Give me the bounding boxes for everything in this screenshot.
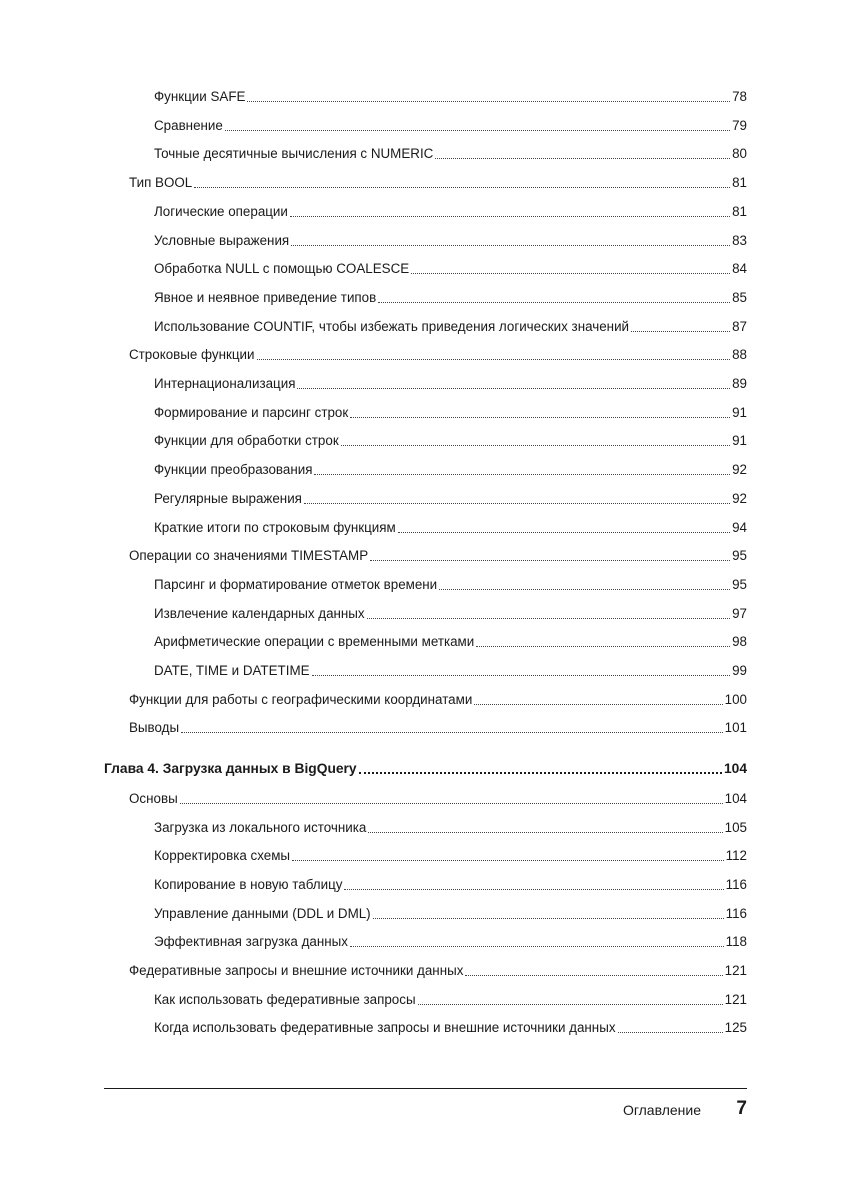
toc-entry bbox=[154, 662, 747, 680]
toc-dot-leader bbox=[180, 802, 723, 804]
toc-entry-page: 89 bbox=[732, 376, 747, 391]
toc-dot-leader bbox=[350, 945, 724, 947]
toc-dot-leader bbox=[312, 674, 731, 676]
toc-entry bbox=[154, 289, 747, 307]
toc-entry-page: 95 bbox=[732, 548, 747, 564]
toc-dot-leader bbox=[181, 731, 723, 733]
toc-entry-title: Федеративные запросы и внешние источники данных bbox=[129, 963, 464, 978]
toc-entry-title: Функции для работы с географическими координатами bbox=[129, 691, 473, 707]
toc-entry bbox=[129, 962, 747, 980]
toc-entry-title: Управление данными (DDL и DML) bbox=[154, 905, 371, 921]
toc-entry-page: 112 bbox=[725, 848, 747, 864]
toc-dot-leader bbox=[435, 157, 730, 159]
toc-dot-leader bbox=[474, 703, 722, 705]
toc-entry-title: Условные выражения bbox=[154, 232, 290, 248]
toc-entry-page: 116 bbox=[725, 876, 747, 892]
toc-entry bbox=[129, 691, 747, 709]
toc-entry-title: Интернационализация bbox=[154, 376, 296, 391]
toc-entry-page: 100 bbox=[724, 691, 747, 707]
toc-entry-page: 105 bbox=[724, 819, 747, 835]
toc-entry-page: 91 bbox=[732, 404, 747, 420]
toc-entry bbox=[154, 88, 747, 106]
toc-dot-leader bbox=[398, 531, 730, 533]
toc-entry-page: 91 bbox=[732, 433, 747, 449]
toc-dot-leader bbox=[368, 831, 722, 833]
toc-entry bbox=[154, 991, 747, 1009]
toc-entry-title: Арифметические операции с временными метками bbox=[154, 634, 475, 650]
toc-entry-page: 118 bbox=[725, 934, 747, 950]
toc-entry-page: 81 bbox=[732, 175, 747, 191]
footer-page-number: 7 bbox=[736, 1098, 747, 1119]
toc-dot-leader bbox=[631, 330, 730, 332]
toc-entry-title: Как использовать федеративные запросы bbox=[154, 991, 416, 1007]
toc-dot-leader bbox=[304, 502, 730, 504]
toc-entry bbox=[154, 260, 747, 278]
toc-entry-title: Операции со значениями TIMESTAMP bbox=[129, 548, 369, 564]
toc-entry bbox=[129, 790, 747, 808]
toc-dot-leader bbox=[439, 588, 730, 590]
toc-entry bbox=[154, 519, 747, 537]
toc-entry-page: 85 bbox=[732, 289, 747, 305]
toc-entry-title: Обработка NULL с помощью COALESCE bbox=[154, 261, 410, 277]
toc-dot-leader bbox=[344, 888, 723, 890]
footer-divider bbox=[104, 1088, 747, 1089]
toc-dot-leader bbox=[618, 1031, 723, 1033]
toc-entry-title: Регулярные выражения bbox=[154, 490, 302, 506]
toc-entry-page: 83 bbox=[732, 232, 747, 248]
toc-entry bbox=[129, 547, 747, 565]
toc-entry bbox=[154, 318, 747, 336]
toc-dot-leader bbox=[373, 917, 724, 919]
toc-entry-page: 78 bbox=[732, 89, 747, 104]
toc-entry bbox=[154, 145, 747, 163]
toc-dot-leader bbox=[367, 617, 730, 619]
toc-entry bbox=[154, 847, 747, 865]
toc-entry-page: 88 bbox=[732, 347, 747, 363]
toc-dot-leader bbox=[225, 129, 730, 131]
toc-entry bbox=[154, 905, 747, 923]
toc-dot-leader bbox=[314, 473, 730, 475]
toc-entry-page: 79 bbox=[732, 117, 747, 133]
toc-entry bbox=[154, 1019, 747, 1037]
toc-entry-title: Точные десятичные вычисления с NUMERIC bbox=[154, 146, 434, 162]
toc-entry-title: Парсинг и форматирование отметок времени bbox=[154, 576, 438, 592]
toc-chapter-entry bbox=[104, 760, 747, 778]
toc-entry-page: 125 bbox=[724, 1020, 747, 1036]
toc-entry-page: 87 bbox=[732, 318, 747, 334]
toc-entry-title: Когда использовать федеративные запросы и внешние источники данных bbox=[154, 1020, 616, 1036]
toc-entry-title: DATE, TIME и DATETIME bbox=[154, 663, 310, 678]
toc-entry-page: 104 bbox=[724, 790, 747, 806]
toc-entry-title: Основы bbox=[129, 790, 178, 806]
toc-dot-leader bbox=[350, 416, 730, 418]
toc-dot-leader bbox=[297, 387, 730, 389]
toc-entry bbox=[154, 605, 747, 623]
toc-entry-title: Функции преобразования bbox=[154, 462, 313, 478]
toc-entry-title: Функции SAFE bbox=[154, 89, 246, 104]
toc-entry-title: Строковые функции bbox=[129, 347, 255, 363]
toc-entry bbox=[154, 461, 747, 479]
toc-entry-page: 116 bbox=[725, 905, 747, 921]
toc-entry-page: 94 bbox=[732, 519, 747, 535]
toc-dot-leader bbox=[359, 771, 722, 774]
toc-entry-page: 81 bbox=[732, 203, 747, 219]
toc-dot-leader bbox=[290, 215, 730, 217]
toc-entry-title: Копирование в новую таблицу bbox=[154, 876, 343, 892]
toc-entry bbox=[154, 404, 747, 422]
toc-entry-title: Корректировка схемы bbox=[154, 848, 291, 864]
toc-entry-title: Использование COUNTIF, чтобы избежать приведения логических значений bbox=[154, 318, 630, 334]
toc-entry-title: Явное и неявное приведение типов bbox=[154, 289, 377, 305]
toc-dot-leader bbox=[378, 301, 730, 303]
toc-entry bbox=[154, 117, 747, 135]
toc-entry bbox=[154, 933, 747, 951]
toc-entry-page: 101 bbox=[724, 720, 747, 736]
toc-entry-page: 84 bbox=[732, 261, 747, 277]
toc-entry bbox=[154, 232, 747, 250]
toc-entry-title: Глава 4. Загрузка данных в BigQuery bbox=[104, 761, 357, 777]
toc-entry-page: 121 bbox=[724, 991, 747, 1007]
footer-section-label: Оглавление bbox=[622, 1102, 701, 1118]
toc-entry-page: 97 bbox=[732, 605, 747, 621]
toc-dot-leader bbox=[247, 100, 730, 102]
toc-dot-leader bbox=[418, 1003, 723, 1005]
toc-entry-title: Эффективная загрузка данных bbox=[154, 934, 348, 950]
toc-entry-page: 104 bbox=[723, 761, 747, 777]
toc-entry bbox=[154, 375, 747, 393]
toc-dot-leader bbox=[194, 186, 730, 188]
toc-entry bbox=[154, 432, 747, 450]
toc-dot-leader bbox=[292, 859, 724, 861]
toc-entry-title: Краткие итоги по строковым функциям bbox=[154, 519, 396, 535]
toc-entry-page: 95 bbox=[732, 576, 747, 592]
toc-entry-title: Функции для обработки строк bbox=[154, 433, 339, 449]
toc-entry-title: Извлечение календарных данных bbox=[154, 605, 365, 621]
toc-dot-leader bbox=[465, 974, 722, 976]
toc-entry bbox=[154, 633, 747, 651]
toc-dot-leader bbox=[291, 244, 730, 246]
toc-entry bbox=[154, 876, 747, 894]
toc-entry bbox=[129, 719, 747, 737]
toc-entry bbox=[129, 346, 747, 364]
toc-dot-leader bbox=[476, 645, 730, 647]
toc-entry bbox=[154, 576, 747, 594]
toc-entry-title: Выводы bbox=[129, 720, 180, 736]
toc-entry-page: 121 bbox=[724, 963, 747, 978]
toc-entry-title: Логические операции bbox=[154, 203, 288, 219]
toc-dot-leader bbox=[341, 444, 730, 446]
toc-entry bbox=[129, 174, 747, 192]
toc-entry bbox=[154, 819, 747, 837]
toc-dot-leader bbox=[370, 559, 730, 561]
toc-entry-page: 98 bbox=[732, 634, 747, 650]
toc-entry-page: 80 bbox=[732, 146, 747, 162]
toc-entry-title: Тип BOOL bbox=[129, 175, 193, 191]
toc-entry-page: 99 bbox=[732, 663, 747, 678]
toc-dot-leader bbox=[411, 272, 730, 274]
toc-entry-page: 92 bbox=[732, 462, 747, 478]
toc-entry-title: Загрузка из локального источника bbox=[154, 819, 367, 835]
toc-entry-title: Сравнение bbox=[154, 117, 223, 133]
toc-entry-page: 92 bbox=[732, 490, 747, 506]
toc-entry-title: Формирование и парсинг строк bbox=[154, 404, 349, 420]
toc-entry bbox=[154, 203, 747, 221]
toc-dot-leader bbox=[257, 358, 731, 360]
toc-entry bbox=[154, 490, 747, 508]
